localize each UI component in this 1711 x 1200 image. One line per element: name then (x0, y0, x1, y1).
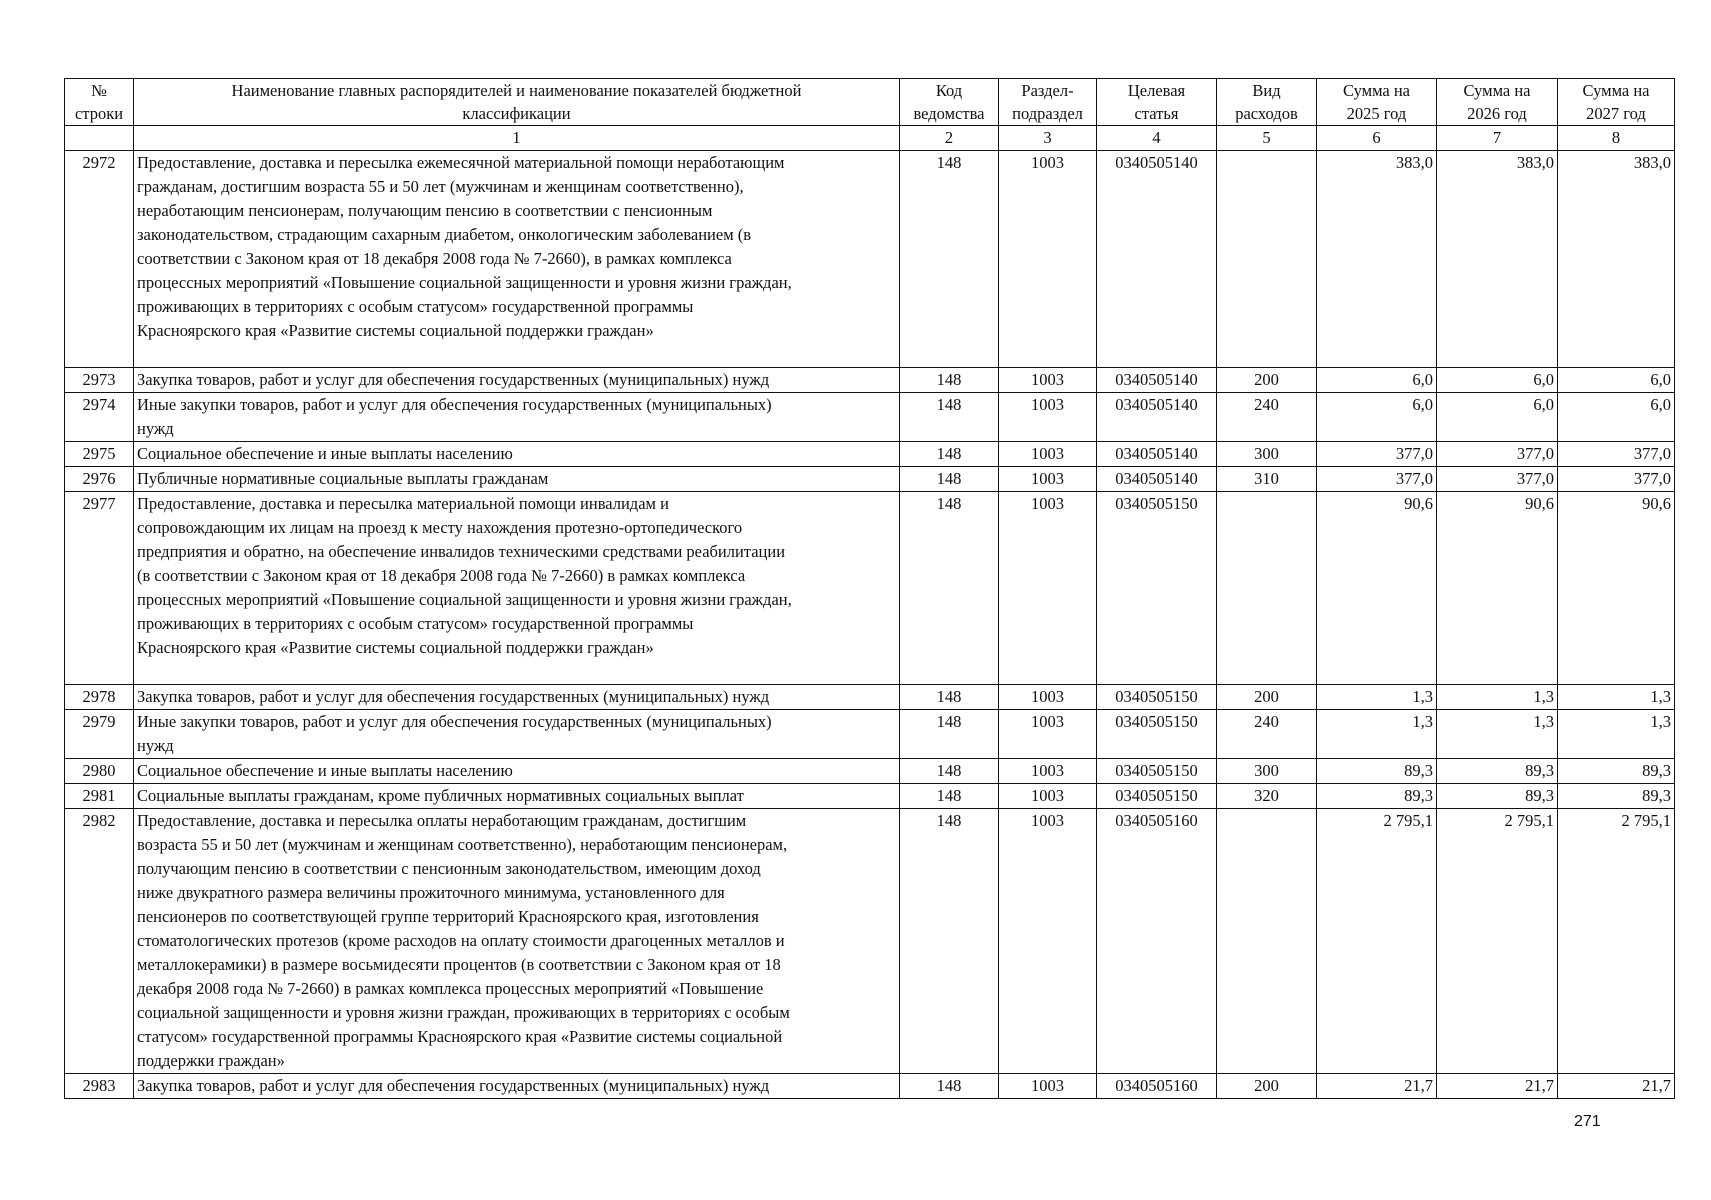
column-number: 3 (999, 126, 1097, 151)
row-expense-type: 310 (1217, 467, 1317, 492)
row-target-article: 0340505140 (1097, 442, 1217, 467)
row-sum-2025: 6,0 (1317, 393, 1437, 442)
row-section: 1003 (999, 784, 1097, 809)
row-sum-2027: 377,0 (1558, 467, 1675, 492)
row-name-line: Предоставление, доставка и пересылка оплаты неработающим гражданам, достигшим (137, 811, 747, 830)
row-name-line: металлокерамики) в размере восьмидесяти процентов (в соответствии с Законом края от 18 (137, 955, 781, 974)
row-sum-2025: 1,3 (1317, 685, 1437, 710)
row-name (134, 1074, 900, 1099)
row-number: 2976 (65, 467, 134, 492)
row-name (134, 368, 900, 393)
row-name-line: проживающих в территориях с особым статусом» государственной программы (137, 297, 694, 316)
row-sum-2027: 21,7 (1558, 1074, 1675, 1099)
row-number: 2975 (65, 442, 134, 467)
header-target-article: Целевая статья (1097, 79, 1217, 126)
table-row (65, 1074, 1675, 1099)
row-expense-type: 200 (1217, 368, 1317, 393)
row-name-line: предприятия и обратно, на обеспечение инвалидов техническими средствами реабилитации (137, 542, 786, 561)
row-dept-code: 148 (900, 759, 999, 784)
row-dept-code: 148 (900, 393, 999, 442)
row-name-line: нужд (137, 419, 174, 438)
column-number: 6 (1317, 126, 1437, 151)
row-name-line: поддержки граждан» (137, 1051, 285, 1070)
row-name-line: ниже двукратного размера величины прожиточного минимума, установленного для (137, 883, 725, 902)
row-sum-2025: 90,6 (1317, 492, 1437, 685)
row-section: 1003 (999, 492, 1097, 685)
row-number: 2974 (65, 393, 134, 442)
row-name-line: неработающим пенсионерам, получающим пенсию в соответствии с пенсионным (137, 201, 713, 220)
row-name-line: Социальное обеспечение и иные выплаты населению (137, 444, 513, 463)
row-section: 1003 (999, 393, 1097, 442)
column-number: 7 (1437, 126, 1558, 151)
row-sum-2025: 89,3 (1317, 784, 1437, 809)
row-sum-2027: 6,0 (1558, 393, 1675, 442)
row-sum-2026: 90,6 (1437, 492, 1558, 685)
row-expense-type (1217, 151, 1317, 368)
row-target-article: 0340505140 (1097, 368, 1217, 393)
row-sum-2027: 90,6 (1558, 492, 1675, 685)
table-body (65, 126, 1675, 1099)
row-sum-2027: 89,3 (1558, 784, 1675, 809)
column-number: 5 (1217, 126, 1317, 151)
row-dept-code: 148 (900, 442, 999, 467)
column-number: 1 (134, 126, 900, 151)
column-number: 4 (1097, 126, 1217, 151)
row-name-line: получающим пенсию в соответствии с пенсионным законодательством, имеющим доход (137, 859, 761, 878)
row-sum-2025: 6,0 (1317, 368, 1437, 393)
table-row (65, 151, 1675, 368)
row-name-line: декабря 2008 года № 7-2660) в рамках комплекса процессных мероприятий «Повышение (137, 979, 764, 998)
row-name-line: Иные закупки товаров, работ и услуг для обеспечения государственных (муниципальных) (137, 395, 772, 414)
row-dept-code: 148 (900, 710, 999, 759)
table-row (65, 393, 1675, 442)
row-dept-code: 148 (900, 151, 999, 368)
row-name-line: Предоставление, доставка и пересылка ежемесячной материальной помощи неработающим (137, 153, 785, 172)
row-sum-2027: 383,0 (1558, 151, 1675, 368)
row-sum-2027: 89,3 (1558, 759, 1675, 784)
row-sum-2027: 6,0 (1558, 368, 1675, 393)
row-dept-code: 148 (900, 467, 999, 492)
row-name-line: Красноярского края «Развитие системы социальной поддержки граждан» (137, 321, 654, 340)
row-sum-2025: 89,3 (1317, 759, 1437, 784)
row-sum-2026: 89,3 (1437, 784, 1558, 809)
table-row (65, 442, 1675, 467)
row-section: 1003 (999, 151, 1097, 368)
row-name-line: проживающих в территориях с особым статусом» государственной программы (137, 614, 694, 633)
row-sum-2026: 1,3 (1437, 685, 1558, 710)
row-sum-2027: 2 795,1 (1558, 809, 1675, 1074)
row-sum-2027: 377,0 (1558, 442, 1675, 467)
row-sum-2026: 89,3 (1437, 759, 1558, 784)
row-section: 1003 (999, 809, 1097, 1074)
row-number: 2972 (65, 151, 134, 368)
row-number: 2977 (65, 492, 134, 685)
row-sum-2026: 383,0 (1437, 151, 1558, 368)
row-name-line: нужд (137, 736, 174, 755)
row-section: 1003 (999, 368, 1097, 393)
row-name-line: гражданам, достигшим возраста 55 и 50 лет (мужчинам и женщинам соответственно), (137, 177, 744, 196)
row-target-article: 0340505150 (1097, 759, 1217, 784)
row-name-line: Красноярского края «Развитие системы социальной поддержки граждан» (137, 638, 654, 657)
row-sum-2026: 377,0 (1437, 442, 1558, 467)
row-name (134, 685, 900, 710)
row-target-article: 0340505150 (1097, 784, 1217, 809)
row-target-article: 0340505150 (1097, 492, 1217, 685)
row-number: 2981 (65, 784, 134, 809)
row-name-line: (в соответствии с Законом края от 18 декабря 2008 года № 7-2660) в рамках комплекса (137, 566, 746, 585)
row-sum-2026: 21,7 (1437, 1074, 1558, 1099)
row-sum-2026: 377,0 (1437, 467, 1558, 492)
row-number: 2980 (65, 759, 134, 784)
row-expense-type: 240 (1217, 710, 1317, 759)
page-number: 271 (1574, 1113, 1601, 1130)
row-expense-type (1217, 492, 1317, 685)
row-name (134, 759, 900, 784)
row-name (134, 442, 900, 467)
row-name-line: соответствии с Законом края от 18 декабря 2008 года № 7-2660), в рамках комплекса (137, 249, 732, 268)
row-name-line: Предоставление, доставка и пересылка материальной помощи инвалидам и (137, 494, 669, 513)
row-name-line: Социальные выплаты гражданам, кроме публичных нормативных социальных выплат (137, 786, 744, 805)
row-dept-code: 148 (900, 809, 999, 1074)
row-number: 2982 (65, 809, 134, 1074)
row-name-line: процессных мероприятий «Повышение социальной защищенности и уровня жизни граждан, (137, 273, 792, 292)
row-sum-2027: 1,3 (1558, 710, 1675, 759)
row-target-article: 0340505160 (1097, 809, 1217, 1074)
row-name-line: социальной защищенности и уровня жизни граждан, проживающих в территориях с особым (137, 1003, 790, 1022)
row-section: 1003 (999, 685, 1097, 710)
row-name-line: стоматологических протезов (кроме расходов на оплату стоимости драгоценных металлов и (137, 931, 785, 950)
table-row (65, 759, 1675, 784)
row-section: 1003 (999, 1074, 1097, 1099)
header-sum-2026: Сумма на 2026 год (1437, 79, 1558, 126)
row-name (134, 784, 900, 809)
row-sum-2027: 1,3 (1558, 685, 1675, 710)
column-numbers-row (65, 126, 1675, 151)
column-number (65, 126, 134, 151)
row-dept-code: 148 (900, 784, 999, 809)
row-name-line: Иные закупки товаров, работ и услуг для обеспечения государственных (муниципальных) (137, 712, 772, 731)
row-name-line: Закупка товаров, работ и услуг для обеспечения государственных (муниципальных) нужд (137, 370, 770, 389)
row-expense-type (1217, 809, 1317, 1074)
header-sum-2025: Сумма на 2025 год (1317, 79, 1437, 126)
row-name-line: пенсионеров по соответствующей группе территорий Красноярского края, изготовления (137, 907, 759, 926)
row-expense-type: 320 (1217, 784, 1317, 809)
row-name (134, 809, 900, 1074)
row-section: 1003 (999, 467, 1097, 492)
row-name (134, 710, 900, 759)
table-header (65, 79, 1675, 126)
row-expense-type: 200 (1217, 1074, 1317, 1099)
row-name-line: возраста 55 и 50 лет (мужчинам и женщинам соответственно), неработающим пенсионерам, (137, 835, 788, 854)
row-name-line: статусом» государственной программы Красноярского края «Развитие системы социальной (137, 1027, 783, 1046)
row-sum-2026: 1,3 (1437, 710, 1558, 759)
row-name-line: Публичные нормативные социальные выплаты гражданам (137, 469, 549, 488)
row-dept-code: 148 (900, 492, 999, 685)
row-name (134, 467, 900, 492)
row-sum-2025: 1,3 (1317, 710, 1437, 759)
header-sum-2027: Сумма на 2027 год (1558, 79, 1675, 126)
header-name: Наименование главных распорядителей и наименование показателей бюджетной классификации (134, 79, 900, 126)
row-section: 1003 (999, 759, 1097, 784)
column-number: 2 (900, 126, 999, 151)
row-name-line: Закупка товаров, работ и услуг для обеспечения государственных (муниципальных) нужд (137, 1076, 770, 1095)
row-target-article: 0340505160 (1097, 1074, 1217, 1099)
row-sum-2025: 377,0 (1317, 442, 1437, 467)
row-section: 1003 (999, 710, 1097, 759)
table-row (65, 467, 1675, 492)
header-section: Раздел- подраздел (999, 79, 1097, 126)
row-name (134, 492, 900, 685)
row-target-article: 0340505140 (1097, 151, 1217, 368)
row-number: 2983 (65, 1074, 134, 1099)
row-sum-2026: 6,0 (1437, 393, 1558, 442)
table-row (65, 685, 1675, 710)
row-sum-2026: 2 795,1 (1437, 809, 1558, 1074)
table-row (65, 710, 1675, 759)
row-name (134, 393, 900, 442)
row-dept-code: 148 (900, 368, 999, 393)
row-sum-2025: 383,0 (1317, 151, 1437, 368)
row-number: 2978 (65, 685, 134, 710)
row-name-line: процессных мероприятий «Повышение социальной защищенности и уровня жизни граждан, (137, 590, 792, 609)
row-target-article: 0340505140 (1097, 393, 1217, 442)
row-expense-type: 300 (1217, 442, 1317, 467)
row-expense-type: 200 (1217, 685, 1317, 710)
table-row (65, 492, 1675, 685)
row-sum-2025: 2 795,1 (1317, 809, 1437, 1074)
row-number: 2973 (65, 368, 134, 393)
table-row (65, 809, 1675, 1074)
row-name-line: Закупка товаров, работ и услуг для обеспечения государственных (муниципальных) нужд (137, 687, 770, 706)
row-dept-code: 148 (900, 1074, 999, 1099)
row-expense-type: 240 (1217, 393, 1317, 442)
row-name (134, 151, 900, 368)
table-row (65, 368, 1675, 393)
column-number: 8 (1558, 126, 1675, 151)
row-number: 2979 (65, 710, 134, 759)
row-target-article: 0340505150 (1097, 710, 1217, 759)
row-name-line: законодательством, страдающим сахарным диабетом, онкологическим заболеванием (в (137, 225, 752, 244)
row-target-article: 0340505150 (1097, 685, 1217, 710)
row-sum-2025: 21,7 (1317, 1074, 1437, 1099)
table-row (65, 784, 1675, 809)
header-dept-code: Код ведомства (900, 79, 999, 126)
row-dept-code: 148 (900, 685, 999, 710)
row-name-line: Социальное обеспечение и иные выплаты населению (137, 761, 513, 780)
row-target-article: 0340505140 (1097, 467, 1217, 492)
header-expense-type: Вид расходов (1217, 79, 1317, 126)
row-name-line: сопровождающим их лицам на проезд к месту нахождения протезно-ортопедического (137, 518, 743, 537)
row-expense-type: 300 (1217, 759, 1317, 784)
row-section: 1003 (999, 442, 1097, 467)
row-sum-2025: 377,0 (1317, 467, 1437, 492)
row-sum-2026: 6,0 (1437, 368, 1558, 393)
header-row-no: № строки (65, 79, 134, 126)
budget-table (64, 78, 1675, 1099)
